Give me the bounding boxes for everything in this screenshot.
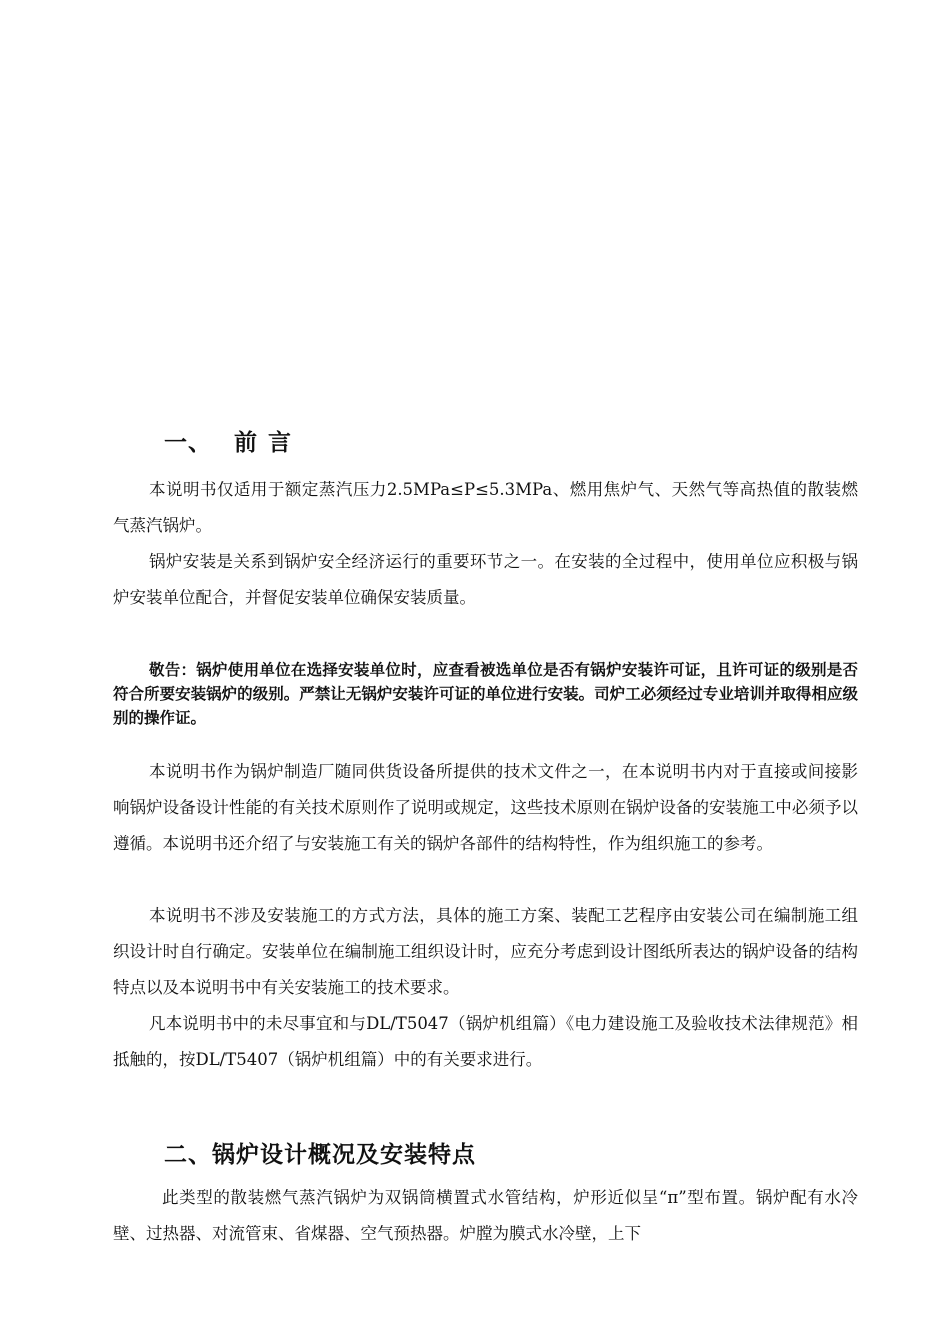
warning-notice: 敬告：锅炉使用单位在选择安装单位时，应查看被选单位是否有锅炉安装许可证，且许可证的级别是否符合所要安装锅炉的级别。严禁让无锅炉安装许可证的单位进行安装。司炉工必须经过专业培训并取得相应级别的操作证。 bbox=[113, 661, 858, 727]
paragraph-standards: 凡本说明书中的未尽事宜和与DL/T5047（锅炉机组篇）《电力建设施工及验收技术法律规范》相抵触的，按DL/T5407（锅炉机组篇）中的有关要求进行。 bbox=[113, 1014, 858, 1069]
section-number: 一、 bbox=[164, 430, 212, 456]
paragraph-technical-document: 本说明书作为锅炉制造厂随同供货设备所提供的技术文件之一，在本说明书内对于直接或间接影响锅炉设备设计性能的有关技术原则作了说明或规定，这些技术原则在锅炉设备的安装施工中必须予以遵循。本说明书还介绍了与安装施工有关的锅炉各部件的结构特性，作为组织施工的参考。 bbox=[113, 762, 858, 853]
paragraph-boiler-structure: 此类型的散装燃气蒸汽锅炉为双锅筒横置式水管结构，炉形近似呈“π”型布置。锅炉配有水冷壁、过热器、对流管束、省煤器、空气预热器。炉膛为膜式水冷壁，上下 bbox=[113, 1188, 858, 1243]
section-title-part: 言 bbox=[268, 430, 292, 456]
paragraph-installation-importance: 锅炉安装是关系到锅炉安全经济运行的重要环节之一。在安装的全过程中，使用单位应积极与锅炉安装单位配合，并督促安装单位确保安装质量。 bbox=[113, 552, 858, 607]
section-heading-preface bbox=[164, 424, 292, 457]
section-title-part: 前 bbox=[234, 430, 258, 456]
paragraph-construction-method: 本说明书不涉及安装施工的方式方法，具体的施工方案、装配工艺程序由安装公司在编制施工组织设计时自行确定。安装单位在编制施工组织设计时，应充分考虑到设计图纸所表达的锅炉设备的结构特点以及本说明书中有关安装施工的技术要求。 bbox=[113, 906, 858, 997]
paragraph-scope: 本说明书仅适用于额定蒸汽压力2.5MPa≤P≤5.3MPa、燃用焦炉气、天然气等高热值的散装燃气蒸汽锅炉。 bbox=[113, 480, 858, 535]
section-heading-design-overview: 二、锅炉设计概况及安装特点 bbox=[164, 1142, 476, 1168]
